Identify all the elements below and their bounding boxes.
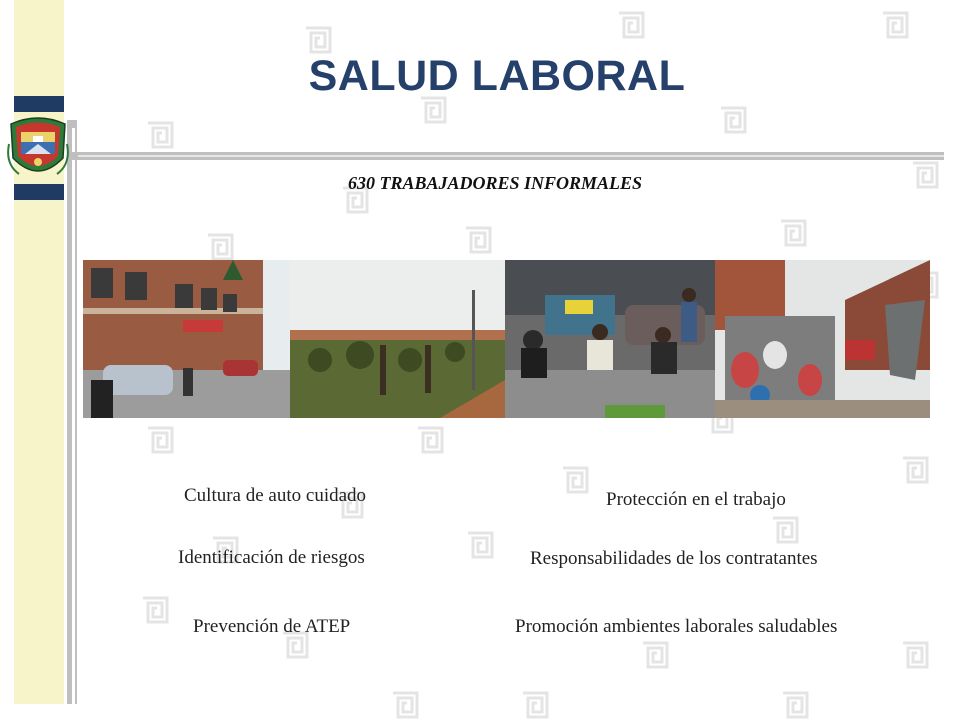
greek-key-motif — [560, 465, 590, 495]
item-prevencion-atep: Prevención de ATEP — [193, 616, 351, 637]
greek-key-motif — [900, 455, 930, 485]
greek-key-motif — [415, 425, 445, 455]
slide-title: SALUD LABORAL — [308, 52, 686, 100]
greek-key-motif — [900, 640, 930, 670]
greek-key-motif — [640, 640, 670, 670]
greek-key-motif — [145, 425, 175, 455]
greek-key-motif — [718, 105, 748, 135]
greek-key-motif — [140, 595, 170, 625]
greek-key-motif — [520, 690, 550, 720]
item-responsabilidades-contratantes: Responsabilidades de los contratantes — [530, 548, 818, 569]
greek-key-motif — [880, 10, 910, 40]
greek-key-motif — [465, 530, 495, 560]
greek-key-motif — [778, 218, 808, 248]
greek-key-motif — [145, 120, 175, 150]
greek-key-motif — [205, 232, 235, 262]
horizontal-rule-inner — [78, 155, 944, 157]
vertical-rule-inner — [72, 128, 75, 704]
greek-key-motif — [303, 25, 333, 55]
item-proteccion-trabajo: Protección en el trabajo — [606, 489, 786, 510]
item-identificacion-riesgos: Identificación de riesgos — [178, 547, 365, 568]
street-with-brick-buildings-photo — [83, 260, 290, 418]
field-with-fence-photo — [290, 260, 505, 418]
plaza-workers-photo — [505, 260, 715, 418]
item-cultura-auto-cuidado: Cultura de auto cuidado — [184, 485, 367, 506]
greek-key-motif — [390, 690, 420, 720]
slide-subtitle: 630 TRABAJADORES INFORMALES — [347, 173, 643, 193]
greek-key-motif — [770, 515, 800, 545]
greek-key-motif — [616, 10, 646, 40]
greek-key-motif — [780, 690, 810, 720]
graffiti-shacks-photo — [715, 260, 930, 418]
greek-key-motif — [463, 225, 493, 255]
item-promocion-ambientes: Promoción ambientes laborales saludables — [515, 616, 838, 637]
photo-strip — [83, 260, 930, 418]
